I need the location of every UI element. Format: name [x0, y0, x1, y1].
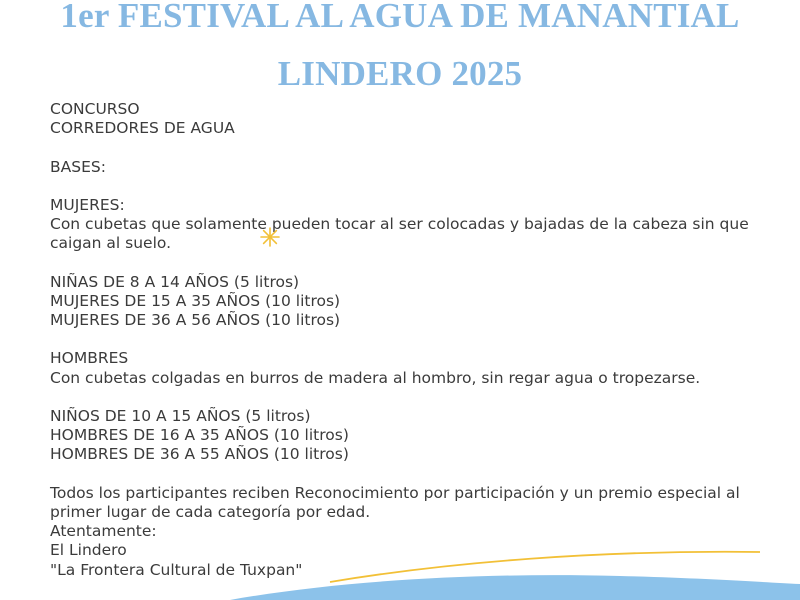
men-category: HOMBRES DE 36 A 55 AÑOS (10 litros): [50, 445, 349, 464]
signer: El Lindero: [50, 541, 127, 560]
festival-title-line-2: LINDERO 2025: [277, 54, 523, 93]
sparkle-icon: [259, 226, 281, 248]
organization: "La Frontera Cultural de Tuxpan": [50, 560, 303, 579]
men-description: Con cubetas colgadas en burros de madera al hombro, sin regar agua o tropezarse.: [50, 368, 701, 387]
signoff: Atentamente:: [50, 522, 157, 541]
festival-title-line-1: 1er FESTIVAL AL AGUA DE MANANTIAL: [60, 0, 740, 35]
contest-document: [50, 100, 770, 580]
women-heading: MUJERES:: [50, 195, 125, 214]
women-category: MUJERES DE 15 A 35 AÑOS (10 litros): [50, 291, 341, 310]
women-category: NIÑAS DE 8 A 14 AÑOS (5 litros): [50, 272, 300, 291]
contest-label: CONCURSO: [50, 100, 140, 118]
women-description: Con cubetas que solamente pueden tocar al ser colocadas y bajadas de la cabeza sin que caigan al suelo.: [50, 215, 749, 253]
contest-name: CORREDORES DE AGUA: [50, 119, 235, 138]
awards-text: Todos los participantes reciben Reconocimiento por participación y un premio especial al primer lugar de cada categoría por edad.: [50, 483, 740, 521]
blue-wave: [230, 575, 800, 600]
men-heading: HOMBRES: [50, 349, 129, 368]
decorative-waves: [0, 520, 800, 600]
bases-heading: BASES:: [50, 157, 106, 176]
men-category: HOMBRES DE 16 A 35 AÑOS (10 litros): [50, 426, 349, 445]
men-category: NIÑOS DE 10 A 15 AÑOS (5 litros): [50, 407, 311, 426]
women-category: MUJERES DE 36 A 56 AÑOS (10 litros): [50, 311, 341, 330]
